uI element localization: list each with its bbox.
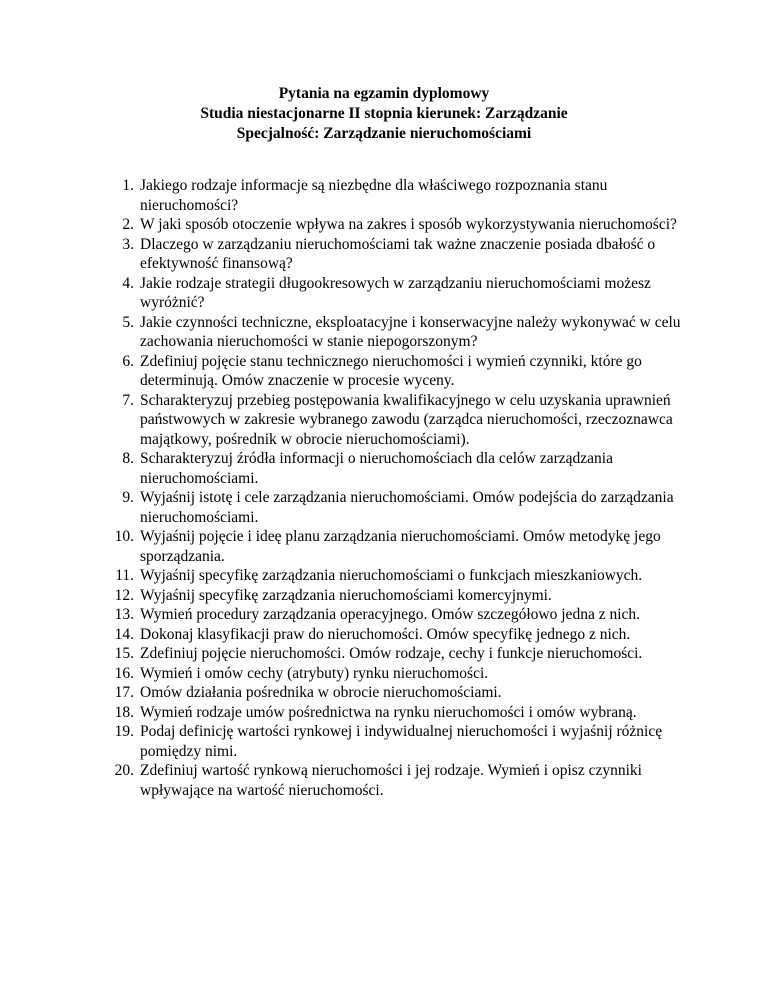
question-item bbox=[100, 176, 700, 215]
question-item bbox=[100, 566, 700, 586]
question-number: 15. bbox=[114, 645, 134, 662]
question-number: 19. bbox=[114, 723, 134, 740]
question-text: Jakiego rodzaje informacje są niezbędne dla właściwego rozpoznania stanu nieruchomości? bbox=[140, 177, 608, 214]
question-text: Wyjaśnij specyfikę zarządzania nieruchomościami komercyjnymi. bbox=[140, 586, 552, 604]
question-number: 14. bbox=[114, 625, 134, 643]
question-text: W jaki sposób otoczenie wpływa na zakres i sposób wykorzystywania nieruchomości? bbox=[140, 216, 677, 233]
header-specialization: Specjalność: Zarządzanie nieruchomościami bbox=[236, 125, 532, 142]
question-item bbox=[100, 625, 700, 645]
question-text: Omów działania pośrednika w obrocie nieruchomościami. bbox=[140, 684, 502, 701]
question-text: Wyjaśnij pojęcie i ideę planu zarządzania nieruchomościami. Omów metodykę jego sporządzania. bbox=[140, 528, 661, 565]
header-study-program: Studia niestacjonarne II stopnia kierunek: Zarządzanie bbox=[200, 105, 568, 122]
question-item bbox=[100, 488, 700, 527]
question-text: Wyjaśnij istotę i cele zarządzania nieruchomościami. Omów podejścia do zarządzania nieruchomościami. bbox=[140, 489, 674, 526]
question-item bbox=[100, 722, 700, 761]
question-item bbox=[100, 313, 700, 352]
question-number: 1. bbox=[122, 177, 134, 194]
question-text: Jakie czynności techniczne, eksploatacyjne i konserwacyjne należy wykonywać w celu zachowania nieruchomości w stanie niepogorszonym? bbox=[140, 313, 681, 350]
question-item bbox=[100, 274, 700, 313]
question-number: 17. bbox=[114, 684, 134, 701]
question-number: 8. bbox=[122, 450, 134, 467]
question-item bbox=[100, 391, 700, 450]
question-number: 6. bbox=[122, 352, 134, 370]
question-number: 5. bbox=[122, 313, 134, 331]
question-text: Zdefiniuj pojęcie stanu technicznego nieruchomości i wymień czynniki, które go determinują. Omów znaczenie w procesie wyceny. bbox=[140, 352, 642, 389]
question-text: Zdefiniuj pojęcie nieruchomości. Omów rodzaje, cechy i funkcje nieruchomości. bbox=[140, 645, 643, 662]
question-text: Wyjaśnij specyfikę zarządzania nieruchomościami o funkcjach mieszkaniowych. bbox=[140, 567, 643, 584]
question-number: 2. bbox=[122, 216, 134, 233]
question-text: Scharakteryzuj źródła informacji o nieruchomościach dla celów zarządzania nieruchomościami. bbox=[140, 450, 613, 487]
question-number: 3. bbox=[122, 235, 134, 253]
question-number: 11. bbox=[115, 567, 134, 584]
question-number: 10. bbox=[114, 528, 134, 545]
question-item bbox=[100, 527, 700, 566]
question-number: 16. bbox=[114, 664, 134, 682]
question-item bbox=[100, 761, 700, 800]
document-header bbox=[0, 84, 768, 144]
question-text: Dokonaj klasyfikacji praw do nieruchomości. Omów specyfikę jednego z nich. bbox=[140, 625, 631, 643]
question-text: Jakie rodzaje strategii długookresowych w zarządzaniu nieruchomościami możesz wyróżnić? bbox=[140, 274, 651, 311]
question-number: 20. bbox=[114, 762, 134, 779]
question-number: 13. bbox=[114, 606, 134, 623]
question-text: Scharakteryzuj przebieg postępowania kwalifikacyjnego w celu uzyskania uprawnień państwowych w zakresie wybranego zawodu (zarządca nieruchomości, rzeczoznawca majątkowy, pośrednik w obrocie nieruchomościami). bbox=[140, 391, 673, 448]
question-number: 4. bbox=[122, 274, 134, 292]
question-number: 7. bbox=[122, 391, 134, 409]
question-item bbox=[100, 683, 700, 703]
question-item bbox=[100, 644, 700, 664]
question-text: Wymień procedury zarządzania operacyjnego. Omów szczegółowo jedna z nich. bbox=[140, 606, 641, 623]
question-item bbox=[100, 586, 700, 606]
question-item bbox=[100, 235, 700, 274]
question-list bbox=[100, 176, 700, 800]
question-text: Dlaczego w zarządzaniu nieruchomościami tak ważne znaczenie posiada dbałość o efektywność finansową? bbox=[140, 235, 656, 272]
question-item bbox=[100, 703, 700, 723]
question-text: Wymień i omów cechy (atrybuty) rynku nieruchomości. bbox=[140, 664, 489, 682]
question-text: Podaj definicję wartości rynkowej i indywidualnej nieruchomości i wyjaśnij różnicę pomiędzy nimi. bbox=[140, 723, 663, 760]
question-item bbox=[100, 215, 700, 235]
question-text: Zdefiniuj wartość rynkową nieruchomości i jej rodzaje. Wymień i opisz czynniki wpływające na wartość nieruchomości. bbox=[140, 762, 642, 799]
question-item bbox=[100, 352, 700, 391]
question-text: Wymień rodzaje umów pośrednictwa na rynku nieruchomości i omów wybraną. bbox=[140, 703, 637, 721]
question-number: 12. bbox=[114, 586, 134, 604]
question-number: 18. bbox=[114, 703, 134, 721]
question-number: 9. bbox=[122, 489, 134, 506]
question-item bbox=[100, 605, 700, 625]
question-item bbox=[100, 449, 700, 488]
question-item bbox=[100, 664, 700, 684]
header-title: Pytania na egzamin dyplomowy bbox=[278, 85, 490, 102]
